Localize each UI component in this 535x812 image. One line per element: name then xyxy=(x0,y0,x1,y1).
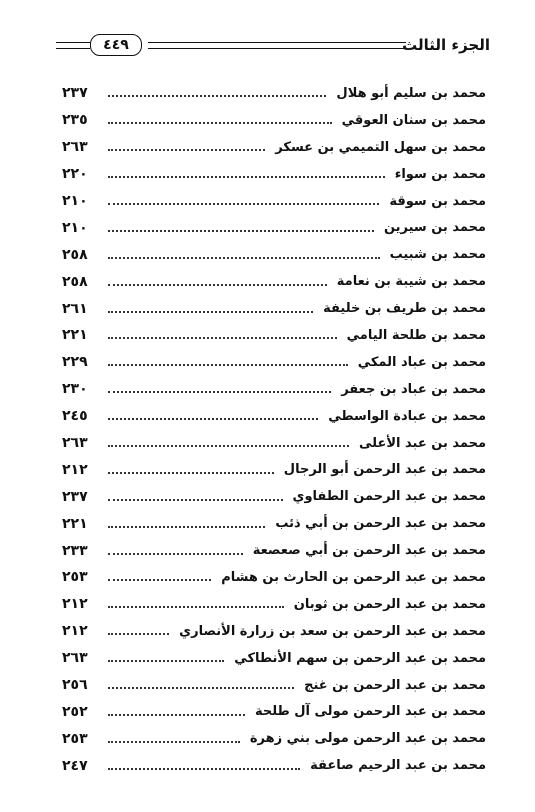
index-entry xyxy=(62,537,486,564)
dot-leader xyxy=(108,230,374,232)
entry-name: محمد بن سنان العوقي xyxy=(341,112,486,128)
dot-leader xyxy=(108,203,379,205)
dot-leader xyxy=(108,311,313,313)
dot-leader xyxy=(108,660,224,662)
entry-page-number: ٢٦٣ xyxy=(62,650,88,667)
entry-page-number: ٢٣٧ xyxy=(62,85,88,102)
index-entry xyxy=(62,672,486,699)
dot-leader xyxy=(108,284,327,286)
entry-name: محمد بن عبد الرحمن بن أبي ذئب xyxy=(275,516,486,532)
entry-name: محمد بن عبد الرحمن مولى آل طلحة xyxy=(254,704,486,720)
dot-leader xyxy=(108,633,169,635)
entry-name: محمد بن عباد بن جعفر xyxy=(341,381,486,397)
dot-leader xyxy=(108,499,283,501)
dot-leader xyxy=(108,741,240,743)
page-number: ٤٤٩ xyxy=(90,34,142,56)
entry-page-number: ٢٢٩ xyxy=(62,354,88,371)
index-entry xyxy=(62,698,486,725)
entry-name: محمد بن عباد المكي xyxy=(357,354,486,370)
entry-page-number: ٢٥٢ xyxy=(62,703,88,720)
dot-leader xyxy=(108,553,243,555)
running-header xyxy=(56,34,490,58)
entry-name: محمد بن سهل التميمي بن عسكر xyxy=(275,139,486,155)
dot-leader xyxy=(108,606,284,608)
index-entry xyxy=(62,564,486,591)
volume-title: الجزء الثالث xyxy=(402,36,490,54)
dot-leader xyxy=(108,257,380,259)
dot-leader xyxy=(108,714,245,716)
index-entry xyxy=(62,214,486,241)
dot-leader xyxy=(108,364,348,366)
entry-name: محمد بن عبد الرحمن بن ثوبان xyxy=(293,596,486,612)
entry-page-number: ٢١٢ xyxy=(62,461,88,478)
entry-page-number: ٢١٢ xyxy=(62,623,88,640)
dot-leader xyxy=(108,149,265,151)
entry-name: محمد بن عبد الرحمن بن الحارث بن هشام xyxy=(221,569,486,585)
index-entry xyxy=(62,591,486,618)
entry-name: محمد بن عبد الرحمن أبو الرجال xyxy=(283,462,486,478)
index-entry xyxy=(62,322,486,349)
index-entry xyxy=(62,349,486,376)
entry-page-number: ٢٤٧ xyxy=(62,757,88,774)
index-entry xyxy=(62,430,486,457)
entry-page-number: ٢٥٦ xyxy=(62,677,88,694)
header-rule-right xyxy=(148,42,406,49)
entry-name: محمد بن طلحة اليامي xyxy=(346,327,486,343)
entry-page-number: ٢٥٣ xyxy=(62,730,88,747)
entry-page-number: ٢٣٥ xyxy=(62,112,88,129)
dot-leader xyxy=(108,176,385,178)
index-entry xyxy=(62,483,486,510)
entry-name: محمد بن سواء xyxy=(394,166,486,182)
entry-name: محمد بن شبيب xyxy=(389,247,486,263)
index-entry xyxy=(62,752,486,779)
dot-leader xyxy=(108,445,349,447)
entry-name: محمد بن عبد الرحمن بن سهم الأنطاكي xyxy=(234,650,486,666)
entry-name: محمد بن عبد الرحمن الطفاوي xyxy=(292,489,486,505)
dot-leader xyxy=(108,472,274,474)
index-entry xyxy=(62,295,486,322)
entry-page-number: ٢١٠ xyxy=(62,219,88,236)
dot-leader xyxy=(108,768,300,770)
entry-page-number: ٢٢٠ xyxy=(62,166,88,183)
entry-page-number: ٢٣٠ xyxy=(62,381,88,398)
index-entry xyxy=(62,403,486,430)
dot-leader xyxy=(108,122,332,124)
index-entry xyxy=(62,107,486,134)
entry-page-number: ٢١٢ xyxy=(62,596,88,613)
entry-page-number: ٢٦١ xyxy=(62,300,88,317)
entry-page-number: ٢٥٨ xyxy=(62,273,88,290)
index-entry xyxy=(62,456,486,483)
entry-name: محمد بن عبد الرحمن مولى بني زهرة xyxy=(249,731,486,747)
index-entry xyxy=(62,376,486,403)
entry-name: محمد بن طريف بن خليفة xyxy=(323,301,486,317)
index-entry xyxy=(62,618,486,645)
entry-page-number: ٢٣٧ xyxy=(62,488,88,505)
dot-leader xyxy=(108,391,331,393)
entry-page-number: ٢٦٣ xyxy=(62,435,88,452)
index-entry xyxy=(62,268,486,295)
dot-leader xyxy=(108,337,337,339)
entry-name: محمد بن سيرين xyxy=(383,220,486,236)
index-entry xyxy=(62,80,486,107)
entry-name: محمد بن سوقة xyxy=(389,193,486,209)
entry-page-number: ٢١٠ xyxy=(62,193,88,209)
header-rule-left xyxy=(56,42,90,49)
entry-name: محمد بن عبد الرحمن بن سعد بن زرارة الأنصاري xyxy=(179,623,486,639)
entry-name: محمد بن عبد الرحمن بن غنج xyxy=(304,677,486,693)
index-list xyxy=(62,80,486,779)
entry-page-number: ٢٤٥ xyxy=(62,408,88,425)
entry-name: محمد بن شيبة بن نعامة xyxy=(336,274,486,290)
index-entry xyxy=(62,134,486,161)
entry-page-number: ٢٣٣ xyxy=(62,542,88,559)
dot-leader xyxy=(108,95,326,97)
index-entry xyxy=(62,510,486,537)
entry-name: محمد بن عبد الرحيم صاعقة xyxy=(310,758,486,774)
index-entry xyxy=(62,161,486,188)
entry-page-number: ٢٦٣ xyxy=(62,139,88,156)
index-entry xyxy=(62,725,486,752)
dot-leader xyxy=(108,418,318,420)
entry-name: محمد بن سليم أبو هلال xyxy=(336,85,486,101)
index-entry xyxy=(62,645,486,672)
entry-page-number: ٢٥٣ xyxy=(62,569,88,586)
entry-name: محمد بن عبد الرحمن بن أبي صعصعة xyxy=(252,543,486,559)
dot-leader xyxy=(108,579,211,581)
index-entry xyxy=(62,241,486,268)
entry-page-number: ٢٢١ xyxy=(62,327,88,344)
entry-page-number: ٢٥٨ xyxy=(62,246,88,263)
entry-page-number: ٢٢١ xyxy=(62,515,88,532)
entry-name: محمد بن عبد الأعلى xyxy=(359,435,486,451)
dot-leader xyxy=(108,687,294,689)
dot-leader xyxy=(108,526,265,528)
entry-name: محمد بن عبادة الواسطي xyxy=(328,408,486,424)
index-entry xyxy=(62,188,486,215)
